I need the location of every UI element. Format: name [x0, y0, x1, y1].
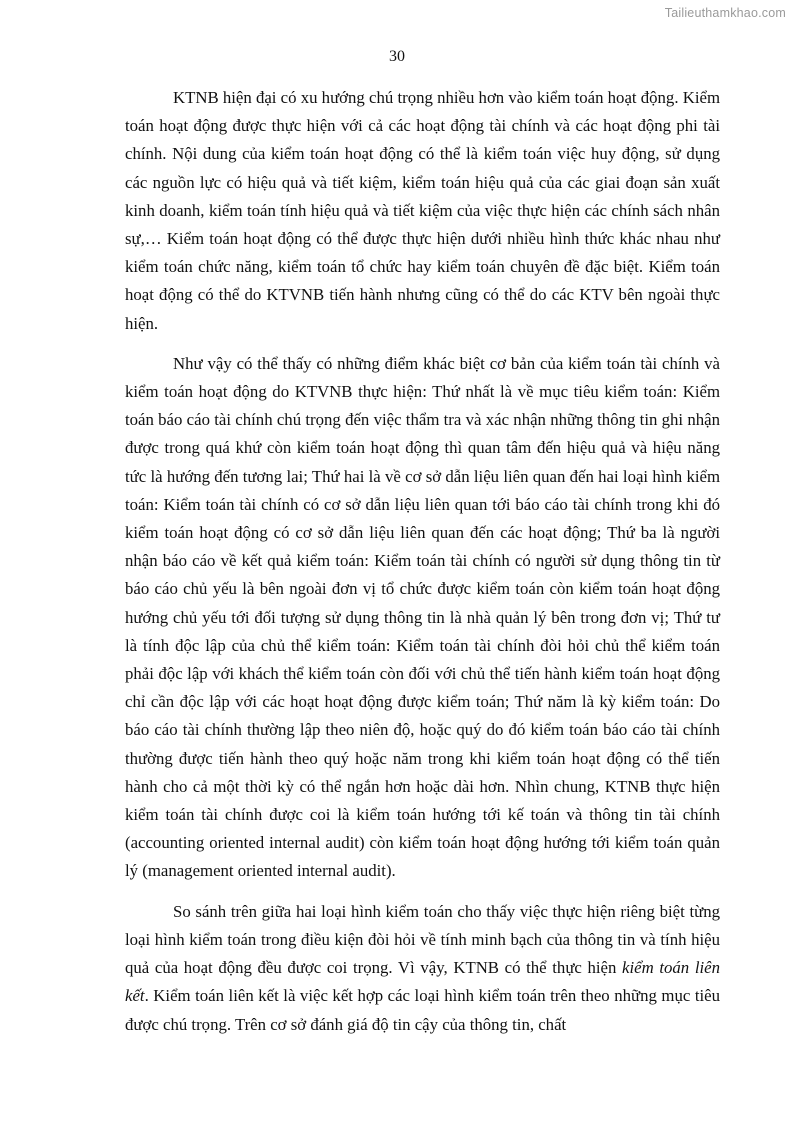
paragraph-1: KTNB hiện đại có xu hướng chú trọng nhiều hơn vào kiểm toán hoạt động. Kiểm toán hoạt động được thực hiện với cả các hoạt động tài chính và các hoạt động phi tài chính. Nội dung của kiểm toán hoạt động có thể là kiểm toán việc huy động, sử dụng các nguồn lực có hiệu quả và tiết kiệm, kiểm toán hiệu quả của các giai đoạn sản xuất kinh doanh, kiểm toán tính hiệu quả và tiết kiệm của việc thực hiện các chính sách nhân sự,… Kiểm toán hoạt động có thể được thực hiện dưới nhiều hình thức khác nhau như kiểm toán chức năng, kiểm toán tổ chức hay kiểm toán chuyên đề đặc biệt. Kiểm toán hoạt động có thể do KTVNB tiến hành nhưng cũng có thể do các KTV bên ngoài thực hiện.: [125, 88, 720, 333]
paragraph-3: [125, 898, 720, 1039]
paragraph-3-italic-term: kiểm toán liên kết: [125, 958, 720, 1006]
document-body: [125, 84, 720, 1051]
paragraph-3-end: . Kiểm toán liên kết là việc kết hợp các loại hình kiểm toán trên theo những mục tiêu được chú trọng. Trên cơ sở đánh giá độ tin cậy của thông tin, chất: [125, 986, 720, 1034]
paragraph-3-start: So sánh trên giữa hai loại hình kiểm toán cho thấy việc thực hiện riêng biệt từng loại hình kiểm toán trong điều kiện đòi hỏi về tính minh bạch của thông tin và tính hiệu quả của hoạt động đều được coi trọng. Vì vậy, KTNB có thể thực hiện: [125, 901, 720, 978]
paragraph-2: Như vậy có thể thấy có những điểm khác biệt cơ bản của kiểm toán tài chính và kiểm toán hoạt động do KTVNB thực hiện: Thứ nhất là về mục tiêu kiểm toán: Kiểm toán báo cáo tài chính chú trọng đến việc thẩm tra và xác nhận những thông tin ghi nhận được trong quá khứ còn kiểm toán hoạt động thì quan tâm đến hiệu quả và hiệu năng tức là hướng đến tương lai; Thứ hai là về cơ sở dẫn liệu liên quan đến hai loại hình kiểm toán: Kiểm toán tài chính có cơ sở dẫn liệu liên quan tới báo cáo tài chính trong khi đó kiểm toán hoạt động có cơ sở dẫn liệu liên quan đến các hoạt động; Thứ ba là người nhận báo cáo về kết quả kiểm toán: Kiểm toán tài chính có người sử dụng thông tin từ báo cáo chủ yếu là bên ngoài đơn vị tổ chức được kiểm toán còn kiểm toán hoạt động hướng chủ yếu tới đối tượng sử dụng thông tin là nhà quản lý bên trong đơn vị; Thứ tư là tính độc lập của chủ thể kiểm toán: Kiểm toán tài chính đòi hỏi chủ thể kiểm toán phải độc lập với khách thể kiểm toán còn đối với chủ thể tiến hành kiểm toán hoạt động chỉ cần độc lập với các hoạt hoạt động được kiểm toán; Thứ năm là kỳ kiểm toán: Do báo cáo tài chính thường lập theo niên độ, hoặc quý do đó kiểm toán báo cáo tài chính thường được tiến hành theo quý hoặc năm trong khi kiểm toán hoạt động có thể tiến hành cho cả một thời kỳ có thể ngắn hơn hoặc dài hơn. Nhìn chung, KTNB thực hiện kiểm toán tài chính được coi là kiểm toán hướng tới kế toán và thông tin tài chính (accounting oriented internal audit) còn kiểm toán hoạt động hướng tới kiểm toán quản lý (management oriented internal audit).: [125, 353, 720, 881]
page-number: 30: [389, 48, 405, 65]
watermark-text: Tailieuthamkhao.com: [664, 6, 786, 20]
